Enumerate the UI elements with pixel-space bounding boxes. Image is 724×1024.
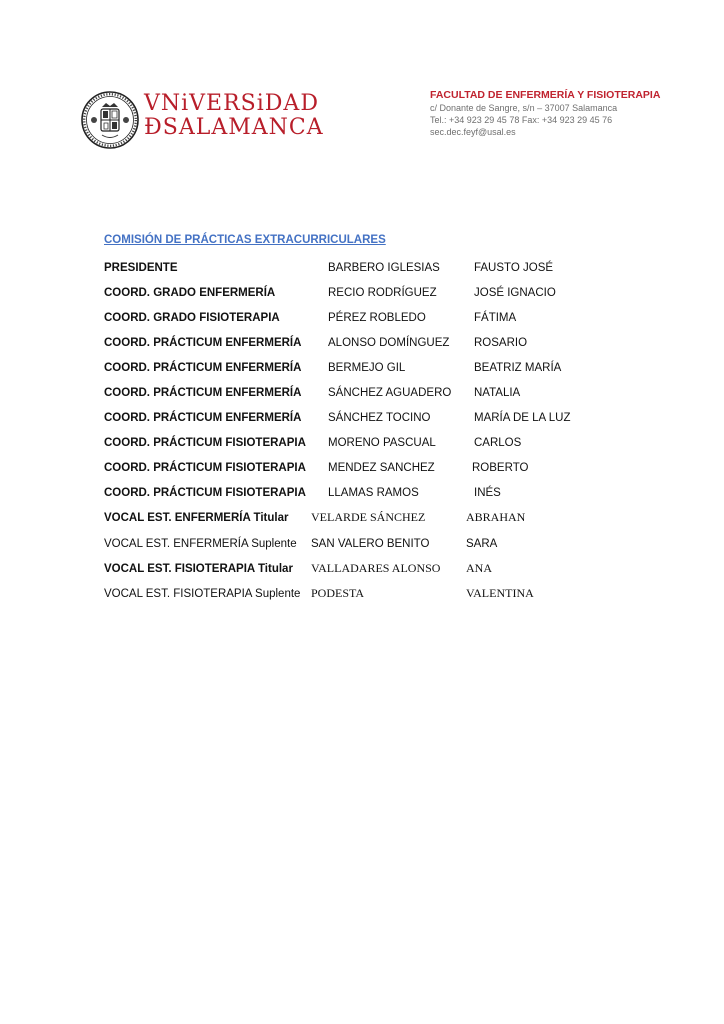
- member-name: INÉS: [474, 487, 501, 499]
- member-row: [0, 460, 724, 480]
- faculty-phones: Tel.: +34 923 29 45 78 Fax: +34 923 29 45 76: [430, 115, 613, 125]
- member-name: SARA: [466, 538, 498, 550]
- member-row: [0, 260, 724, 280]
- member-surname: BARBERO IGLESIAS: [328, 262, 440, 274]
- member-name: ROSARIO: [474, 337, 528, 349]
- member-surname: VALLADARES ALONSO: [311, 561, 441, 575]
- member-name: JOSÉ IGNACIO: [474, 287, 556, 299]
- member-name: NATALIA: [474, 387, 521, 399]
- member-name: ABRAHAN: [466, 510, 526, 524]
- faculty-email[interactable]: sec.dec.feyf@usal.es: [430, 127, 516, 137]
- member-row: [0, 510, 724, 530]
- member-row: [0, 410, 724, 430]
- member-role: COORD. PRÁCTICUM FISIOTERAPIA: [104, 462, 306, 474]
- member-row: [0, 310, 724, 330]
- member-surname: SAN VALERO BENITO: [311, 538, 430, 550]
- member-name: CARLOS: [474, 437, 522, 449]
- member-role: PRESIDENTE: [104, 262, 178, 274]
- member-surname: VELARDE SÁNCHEZ: [311, 510, 426, 524]
- member-row: [0, 435, 724, 455]
- faculty-address: c/ Donante de Sangre, s/n – 37007 Salamanca: [430, 103, 618, 113]
- member-surname: BERMEJO GIL: [328, 362, 406, 374]
- member-role: VOCAL EST. ENFERMERÍA Suplente: [104, 538, 297, 550]
- member-role: COORD. GRADO FISIOTERAPIA: [104, 312, 280, 324]
- member-row: [0, 586, 724, 606]
- member-surname: MORENO PASCUAL: [328, 437, 436, 449]
- member-role: COORD. PRÁCTICUM ENFERMERÍA: [104, 412, 302, 424]
- member-role: VOCAL EST. FISIOTERAPIA Suplente: [104, 588, 301, 600]
- commission-title: COMISIÓN DE PRÁCTICAS EXTRACURRICULARES: [104, 234, 386, 246]
- member-row: [0, 385, 724, 405]
- member-name: VALENTINA: [466, 586, 534, 600]
- member-name: FÁTIMA: [474, 312, 517, 324]
- university-name-line1: VNiVERSiDAD: [144, 91, 319, 116]
- member-role: COORD. PRÁCTICUM ENFERMERÍA: [104, 362, 302, 374]
- member-surname: PODESTA: [311, 586, 365, 600]
- member-surname: PÉREZ ROBLEDO: [328, 312, 426, 324]
- member-row: [0, 360, 724, 380]
- member-surname: RECIO RODRÍGUEZ: [328, 287, 437, 299]
- member-row: [0, 335, 724, 355]
- member-role: COORD. GRADO ENFERMERÍA: [104, 287, 276, 299]
- member-name: BEATRIZ MARÍA: [474, 362, 562, 374]
- member-row: [0, 536, 724, 556]
- member-surname: MENDEZ SANCHEZ: [328, 462, 435, 474]
- member-role: COORD. PRÁCTICUM FISIOTERAPIA: [104, 437, 306, 449]
- member-name: ANA: [466, 561, 492, 575]
- member-role: COORD. PRÁCTICUM ENFERMERÍA: [104, 387, 302, 399]
- university-name-line2: ÐSALAMANCA: [144, 115, 324, 140]
- member-role: VOCAL EST. FISIOTERAPIA Titular: [104, 563, 293, 575]
- member-row: [0, 561, 724, 581]
- member-surname: SÁNCHEZ TOCINO: [328, 412, 431, 424]
- member-name: FAUSTO JOSÉ: [474, 262, 554, 274]
- member-surname: LLAMAS RAMOS: [328, 487, 419, 499]
- member-role: COORD. PRÁCTICUM ENFERMERÍA: [104, 337, 302, 349]
- member-role: COORD. PRÁCTICUM FISIOTERAPIA: [104, 487, 306, 499]
- member-surname: ALONSO DOMÍNGUEZ: [328, 337, 450, 349]
- member-row: [0, 285, 724, 305]
- member-name: ROBERTO: [472, 462, 529, 474]
- member-row: [0, 485, 724, 505]
- member-role: VOCAL EST. ENFERMERÍA Titular: [104, 512, 289, 524]
- member-surname: SÁNCHEZ AGUADERO: [328, 387, 452, 399]
- member-name: MARÍA DE LA LUZ: [474, 412, 571, 424]
- faculty-name: FACULTAD DE ENFERMERÍA Y FISIOTERAPIA: [430, 89, 661, 101]
